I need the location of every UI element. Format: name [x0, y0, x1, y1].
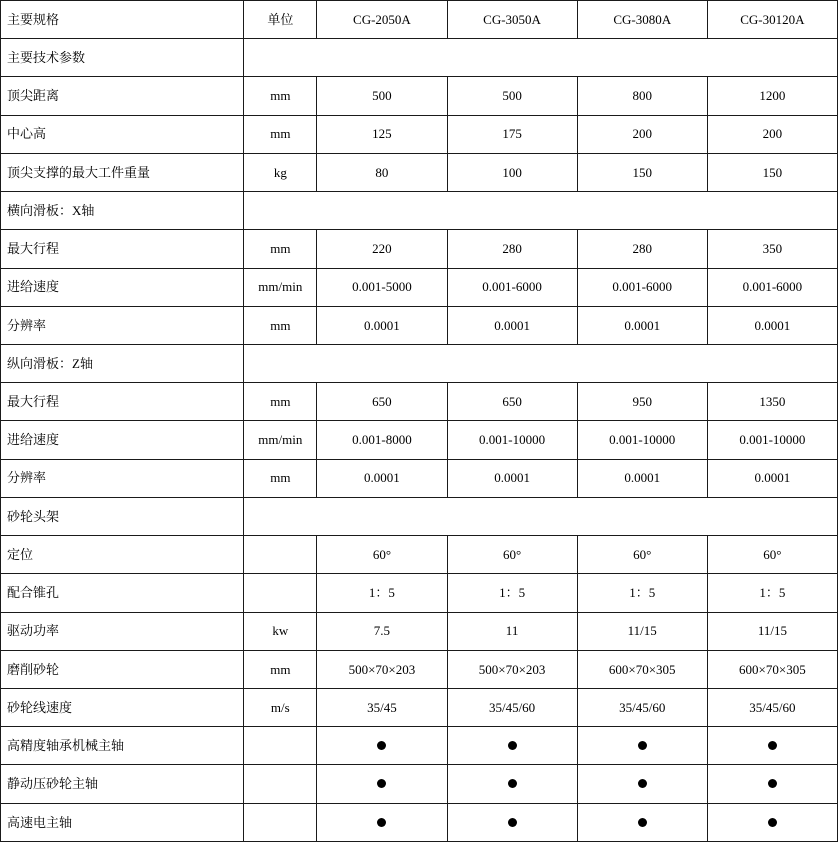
header-label-cell: 主要规格 [1, 1, 244, 39]
row-value-cell: 0.001-8000 [317, 421, 447, 459]
row-value-cell: 500×70×203 [447, 650, 577, 688]
row-value-cell: 80 [317, 153, 447, 191]
table-row [1, 727, 838, 765]
row-value-cell: 150 [577, 153, 707, 191]
table-row [1, 421, 838, 459]
row-value-cell: 200 [707, 115, 837, 153]
row-value-cell: 500 [317, 77, 447, 115]
header-model-cell-3: CG-3080A [577, 1, 707, 39]
row-value-cell: 0.0001 [317, 459, 447, 497]
row-value-cell: 11 [447, 612, 577, 650]
header-model-cell-1: CG-2050A [317, 1, 447, 39]
section-spacer-cell [244, 497, 838, 535]
row-unit-cell: mm [244, 306, 317, 344]
table-row [1, 803, 838, 841]
table-row [1, 459, 838, 497]
row-value-dot-cell [317, 803, 447, 841]
row-label-cell: 顶尖支撑的最大工件重量 [1, 153, 244, 191]
section-label-cell: 主要技术参数 [1, 39, 244, 77]
row-value-cell: 950 [577, 383, 707, 421]
row-value-cell: 0.0001 [707, 459, 837, 497]
row-value-cell: 800 [577, 77, 707, 115]
row-unit-cell [244, 803, 317, 841]
row-value-cell: 60° [447, 536, 577, 574]
row-label-cell: 驱动功率 [1, 612, 244, 650]
row-value-cell: 7.5 [317, 612, 447, 650]
row-unit-cell: mm [244, 459, 317, 497]
row-value-cell: 600×70×305 [577, 650, 707, 688]
row-value-dot-cell [317, 727, 447, 765]
row-label-cell: 配合锥孔 [1, 574, 244, 612]
row-value-cell: 11/15 [577, 612, 707, 650]
table-row [1, 192, 838, 230]
section-spacer-cell [244, 344, 838, 382]
row-label-cell: 高速电主轴 [1, 803, 244, 841]
row-value-cell: 0.0001 [447, 459, 577, 497]
row-value-dot-cell [447, 765, 577, 803]
row-unit-cell: mm/min [244, 268, 317, 306]
row-label-cell: 进给速度 [1, 421, 244, 459]
row-label-cell: 最大行程 [1, 230, 244, 268]
row-label-cell: 砂轮线速度 [1, 688, 244, 726]
bullet-icon [768, 779, 777, 788]
row-unit-cell: kw [244, 612, 317, 650]
row-value-cell: 1350 [707, 383, 837, 421]
table-row [1, 688, 838, 726]
row-value-cell: 1：5 [317, 574, 447, 612]
bullet-icon [768, 741, 777, 750]
row-label-cell: 进给速度 [1, 268, 244, 306]
row-label-cell: 磨削砂轮 [1, 650, 244, 688]
row-value-cell: 0.001-10000 [707, 421, 837, 459]
section-spacer-cell [244, 39, 838, 77]
table-row [1, 383, 838, 421]
row-value-cell: 35/45 [317, 688, 447, 726]
table-row [1, 268, 838, 306]
table-row [1, 612, 838, 650]
row-label-cell: 静动压砂轮主轴 [1, 765, 244, 803]
bullet-icon [508, 818, 517, 827]
row-value-cell: 0.001-6000 [707, 268, 837, 306]
bullet-icon [377, 741, 386, 750]
row-value-cell: 0.0001 [707, 306, 837, 344]
header-model-cell-4: CG-30120A [707, 1, 837, 39]
row-value-dot-cell [577, 765, 707, 803]
bullet-icon [638, 779, 647, 788]
row-value-dot-cell [707, 727, 837, 765]
row-value-cell: 0.001-10000 [577, 421, 707, 459]
row-unit-cell: mm [244, 650, 317, 688]
row-value-cell: 125 [317, 115, 447, 153]
section-label-cell: 纵向滑板：Z轴 [1, 344, 244, 382]
row-value-cell: 500×70×203 [317, 650, 447, 688]
row-value-dot-cell [577, 727, 707, 765]
bullet-icon [638, 741, 647, 750]
row-value-cell: 1：5 [447, 574, 577, 612]
row-value-dot-cell [447, 803, 577, 841]
row-unit-cell: mm [244, 230, 317, 268]
row-value-cell: 1：5 [707, 574, 837, 612]
row-value-cell: 650 [447, 383, 577, 421]
bullet-icon [377, 779, 386, 788]
row-value-cell: 60° [707, 536, 837, 574]
row-value-cell: 100 [447, 153, 577, 191]
row-value-dot-cell [317, 765, 447, 803]
row-unit-cell: mm [244, 77, 317, 115]
table-row [1, 650, 838, 688]
row-value-cell: 280 [447, 230, 577, 268]
row-unit-cell [244, 574, 317, 612]
row-value-cell: 35/45/60 [577, 688, 707, 726]
row-value-cell: 220 [317, 230, 447, 268]
row-value-cell: 1200 [707, 77, 837, 115]
row-value-cell: 0.001-5000 [317, 268, 447, 306]
bullet-icon [377, 818, 386, 827]
row-value-cell: 175 [447, 115, 577, 153]
row-unit-cell: kg [244, 153, 317, 191]
bullet-icon [638, 818, 647, 827]
row-value-cell: 60° [577, 536, 707, 574]
row-value-cell: 0.001-6000 [577, 268, 707, 306]
row-value-cell: 0.0001 [577, 459, 707, 497]
row-unit-cell: m/s [244, 688, 317, 726]
row-unit-cell: mm [244, 383, 317, 421]
row-label-cell: 最大行程 [1, 383, 244, 421]
row-value-cell: 35/45/60 [707, 688, 837, 726]
row-label-cell: 分辨率 [1, 306, 244, 344]
row-value-cell: 280 [577, 230, 707, 268]
table-row [1, 306, 838, 344]
row-value-cell: 600×70×305 [707, 650, 837, 688]
table-row [1, 574, 838, 612]
row-value-cell: 0.001-10000 [447, 421, 577, 459]
row-value-dot-cell [707, 765, 837, 803]
row-value-dot-cell [577, 803, 707, 841]
table-row [1, 230, 838, 268]
section-label-cell: 砂轮头架 [1, 497, 244, 535]
header-model-cell-2: CG-3050A [447, 1, 577, 39]
row-value-cell: 200 [577, 115, 707, 153]
row-unit-cell [244, 727, 317, 765]
table-row [1, 115, 838, 153]
row-value-cell: 1：5 [577, 574, 707, 612]
row-value-cell: 11/15 [707, 612, 837, 650]
table-row [1, 344, 838, 382]
bullet-icon [508, 741, 517, 750]
row-label-cell: 分辨率 [1, 459, 244, 497]
section-label-cell: 横向滑板：X轴 [1, 192, 244, 230]
row-unit-cell [244, 536, 317, 574]
row-value-cell: 0.0001 [447, 306, 577, 344]
row-value-cell: 650 [317, 383, 447, 421]
row-unit-cell: mm [244, 115, 317, 153]
table-row [1, 39, 838, 77]
header-unit-cell: 单位 [244, 1, 317, 39]
row-value-cell: 35/45/60 [447, 688, 577, 726]
row-value-dot-cell [707, 803, 837, 841]
row-value-dot-cell [447, 727, 577, 765]
row-unit-cell: mm/min [244, 421, 317, 459]
table-row [1, 536, 838, 574]
section-spacer-cell [244, 192, 838, 230]
table-body [1, 1, 838, 842]
row-value-cell: 60° [317, 536, 447, 574]
row-label-cell: 定位 [1, 536, 244, 574]
table-row [1, 765, 838, 803]
table-header-row [1, 1, 838, 39]
bullet-icon [768, 818, 777, 827]
table-row [1, 153, 838, 191]
row-value-cell: 150 [707, 153, 837, 191]
row-value-cell: 0.0001 [317, 306, 447, 344]
row-unit-cell [244, 765, 317, 803]
row-value-cell: 500 [447, 77, 577, 115]
row-value-cell: 350 [707, 230, 837, 268]
row-label-cell: 高精度轴承机械主轴 [1, 727, 244, 765]
table-row [1, 497, 838, 535]
row-value-cell: 0.0001 [577, 306, 707, 344]
row-value-cell: 0.001-6000 [447, 268, 577, 306]
row-label-cell: 中心高 [1, 115, 244, 153]
bullet-icon [508, 779, 517, 788]
table-row [1, 77, 838, 115]
row-label-cell: 顶尖距离 [1, 77, 244, 115]
